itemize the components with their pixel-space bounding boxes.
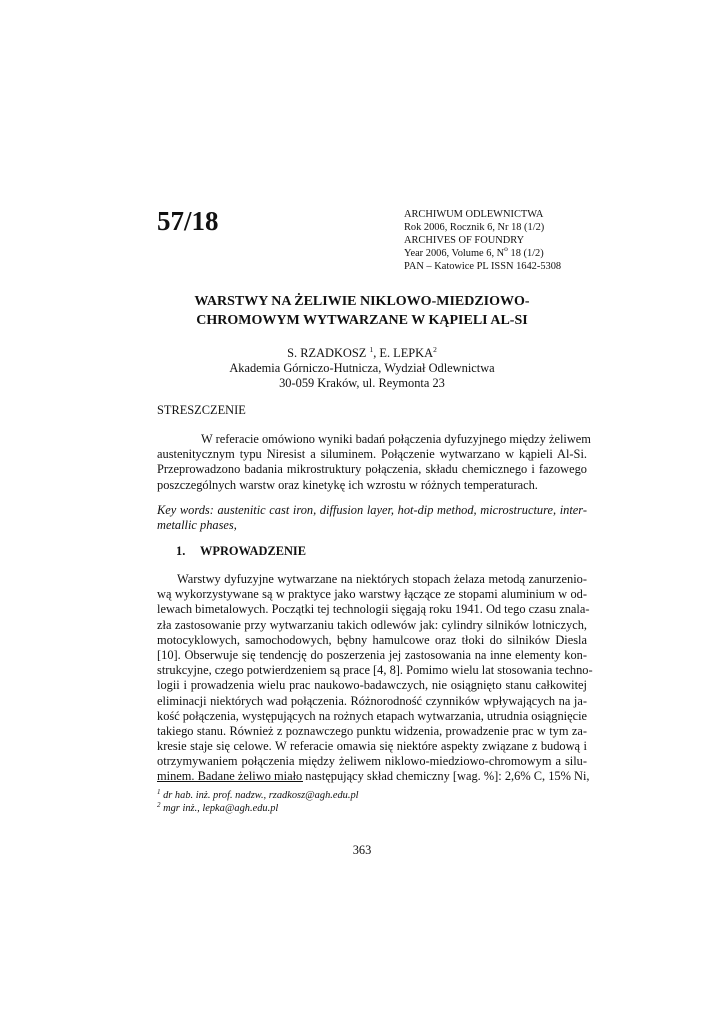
journal-line-4-text: Year 2006, Volume 6, N (404, 248, 505, 259)
footnote-2-text: mgr inż., lepka@agh.edu.pl (160, 803, 279, 814)
section-heading (176, 544, 306, 559)
intro-line: strukcyjne, czego potwierdzeniem są prace [4, 8]. Pomimo wielu lat stosowania techno- (157, 663, 593, 678)
intro-line: [10]. Obserwuje się tendencję do poszerzenia jej zastosowania na inne elementy kon- (157, 647, 587, 662)
paper-number: 57/18 (157, 206, 219, 236)
address: 30-059 Kraków, ul. Reymonta 23 (279, 376, 445, 390)
journal-line-4 (404, 244, 561, 260)
intro-body (157, 572, 593, 785)
intro-line: eliminacji niektórych wad połączenia. Różnorodność czynników wpływających na ja- (157, 693, 587, 708)
footnote-2 (157, 802, 359, 815)
journal-line-2: Rok 2006, Rocznik 6, Nr 18 (1/2) (404, 222, 545, 233)
intro-line: kość połączenia, występujących na rożnych etapach wytwarzania, utrudnia osiągnięcie (157, 708, 588, 723)
footnote-1-text: dr hab. inż. prof. nadzw., rzadkosz@agh.edu.pl (160, 790, 359, 801)
keywords (157, 503, 587, 533)
intro-line: logii i prowadzenia wielu prac naukowo-badawczych, nie osiągnięto stanu całkowitej (157, 678, 587, 693)
abstract-body (157, 432, 591, 493)
abstract-line: W referacie omówiono wyniki badań połączenia dyfuzyjnego między żeliwem (201, 432, 591, 446)
author-names (150, 346, 574, 361)
journal-line-4-tail: 18 (1/2) (507, 248, 544, 259)
title-line-1: WARSTWY NA ŻELIWIE NIKLOWO-MIEDZIOWO- (194, 294, 530, 309)
abstract-line: poszczególnych warstw oraz kinetykę ich wzrostu w różnych temperaturach. (157, 477, 538, 492)
footnote-divider (157, 781, 303, 782)
intro-line: wą wykorzystywane są w praktyce jako warstwy łączące ze stopami aluminium w od- (157, 587, 587, 602)
journal-line-4-sup: o (504, 244, 508, 253)
footnote-1-mark: 1 (157, 788, 161, 796)
author-2-footnote-mark: 2 (433, 345, 437, 354)
intro-line: takiego stanu. Również z poznawczego punktu widzenia, prowadzenie prac w tym za- (157, 723, 587, 738)
intro-line: zła zastosowanie przy wytwarzaniu takich odlewów jak: cylindry silników lotniczych, (157, 617, 587, 632)
abstract-heading: STRESZCZENIE (157, 403, 246, 417)
paper-title (150, 292, 574, 330)
abstract-line: austenitycznym typu Niresist a siluminem. Połączenie wytwarzano w kąpieli Al-Si. (157, 447, 587, 462)
page-number: 363 (352, 843, 372, 857)
section-number: 1. (176, 544, 186, 558)
affiliation: Akademia Górniczo-Hutnicza, Wydział Odlewnictwa (229, 361, 495, 375)
intro-line: motocyklowych, samochodowych, bębny hamulcowe oraz tłoki do silników Diesla (157, 632, 587, 647)
intro-line: Warstwy dyfuzyjne wytwarzane na niektórych stopach żelaza metodą zanurzenio- (177, 572, 587, 586)
keywords-line: metallic phases, (157, 518, 237, 533)
title-line-2: CHROMOWYM WYTWARZANE W KĄPIELI AL-SI (196, 313, 528, 328)
intro-line: minem. Badane żeliwo miało następujący skład chemiczny [wag. %]: 2,6% C, 15% Ni, (157, 769, 590, 784)
footnote-2-mark: 2 (157, 801, 161, 809)
journal-line-5: PAN – Katowice PL ISSN 1642-5308 (404, 261, 562, 272)
journal-line-3: ARCHIVES OF FOUNDRY (404, 235, 525, 246)
keywords-line: Key words: austenitic cast iron, diffusion layer, hot-dip method, microstructure, inter- (157, 503, 587, 517)
footnotes (157, 789, 359, 815)
journal-line-1: ARCHIWUM ODLEWNICTWA (404, 209, 544, 220)
section-title: WPROWADZENIE (200, 544, 307, 558)
author-1-footnote-mark: 1 (369, 345, 374, 354)
footnote-1 (157, 789, 359, 802)
intro-line: otrzymywaniem połączenia między żeliwem niklowo-miedziowo-chromowym a silu- (157, 754, 587, 769)
journal-info (404, 208, 561, 273)
author-1: S. RZADKOSZ (287, 346, 370, 360)
intro-line: lewach bimetalowych. Początki tej technologii sięgają roku 1941. Od tego czasu znala- (157, 602, 590, 617)
intro-line: kresie staje się celowe. W referacie omawia się niektóre aspekty związane z budową i (157, 739, 587, 754)
abstract-line: Przeprowadzono badania mikrostruktury połączenia, składu chemicznego i fazowego (157, 462, 587, 477)
author-2: , E. LEPKA (373, 346, 434, 360)
authors-block (150, 346, 574, 391)
